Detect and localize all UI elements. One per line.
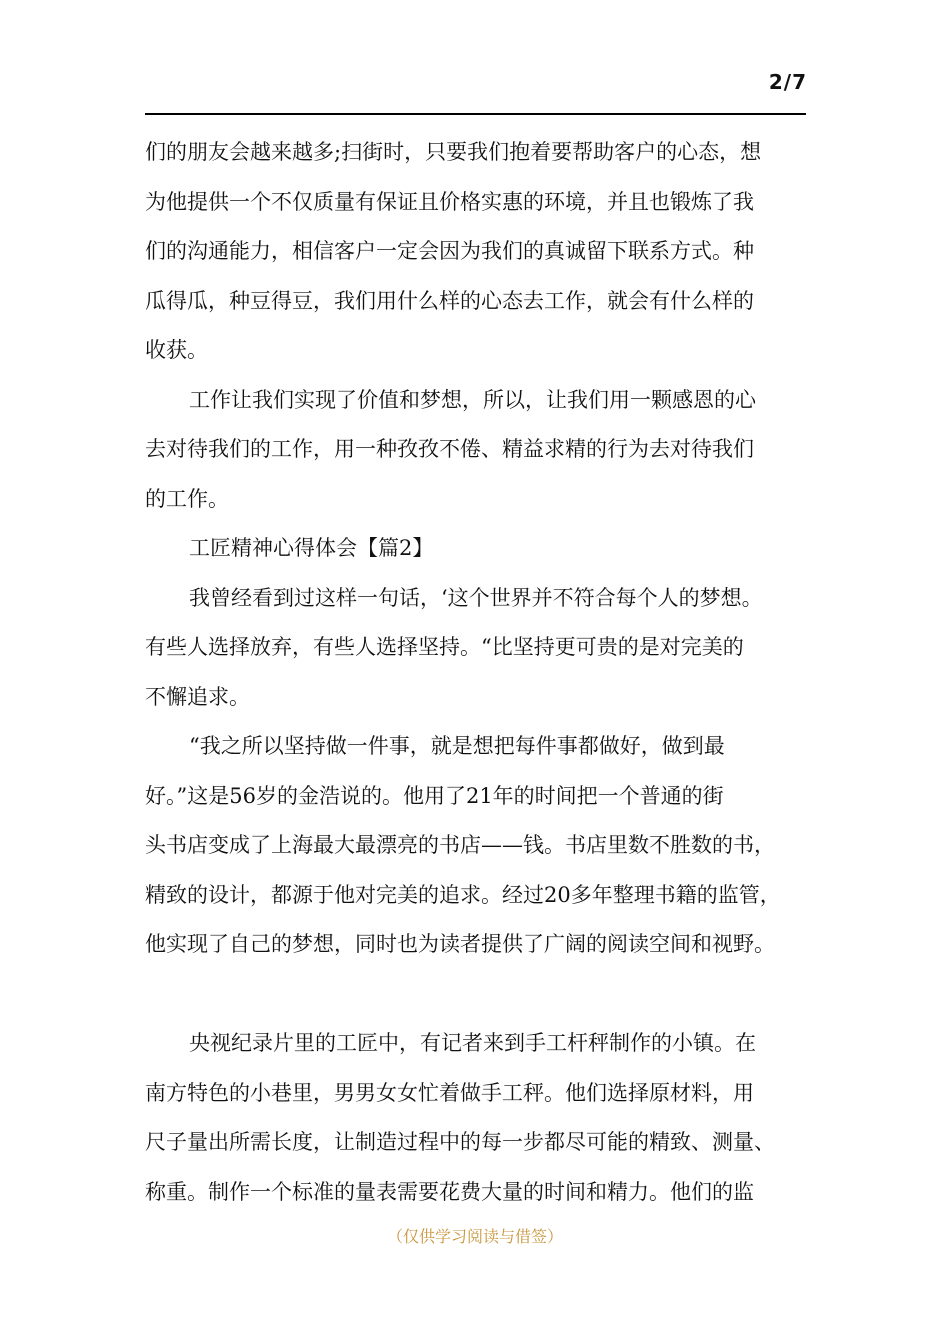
text-line: 收获。 <box>145 338 208 362</box>
text-line: 我曾经看到过这样一句话，‘这个世界并不符合每个人的梦想。 <box>189 585 763 610</box>
text-line: 好。”这是56岁的金浩说的。他用了21年的时间把一个普通的街 <box>145 783 724 808</box>
text-line: 工作让我们实现了价值和梦想，所以，让我们用一颗感恩的心 <box>189 387 756 412</box>
text-line: 不懈追求。 <box>145 684 250 709</box>
paragraph-1 <box>145 128 806 376</box>
section-heading <box>145 524 806 574</box>
text-line: 瓜得瓜，种豆得豆，我们用什么样的心态去工作，就会有什么样的 <box>145 288 754 313</box>
text-line: 他实现了自己的梦想，同时也为读者提供了广阔的阅读空间和视野。 <box>145 932 775 956</box>
paragraph-4 <box>145 722 806 970</box>
text-line: 精致的设计，都源于他对完美的追求。经过20多年整理书籍的监管， <box>145 882 781 907</box>
text-line: 有些人选择放弃，有些人选择坚持。“比坚持更可贵的是对完美的 <box>145 635 744 659</box>
paragraph-2 <box>145 376 806 525</box>
document-body <box>145 128 806 1217</box>
footer-note: （仅供学习阅读与借签） <box>386 1227 563 1246</box>
text-line: 去对待我们的工作，用一种孜孜不倦、精益求精的行为去对待我们 <box>145 437 754 461</box>
text-line: 的工作。 <box>145 486 229 511</box>
paragraph-5 <box>145 1019 806 1217</box>
text-line: 们的朋友会越来越多;扫街时，只要我们抱着要帮助客户的心态，想 <box>145 140 762 164</box>
paragraph-3 <box>145 574 806 723</box>
text-line: 央视纪录片里的工匠中，有记者来到手工杆秤制作的小镇。在 <box>189 1031 756 1055</box>
page-number: 2/7 <box>768 70 807 94</box>
text-line: 们的沟通能力，相信客户一定会因为我们的真诚留下联系方式。种 <box>145 239 754 263</box>
text-line: 南方特色的小巷里，男男女女忙着做手工秤。他们选择原材料，用 <box>145 1080 754 1105</box>
header-divider <box>145 113 806 115</box>
text-line: 尺子量出所需长度，让制造过程中的每一步都尽可能的精致、测量、 <box>145 1130 775 1154</box>
text-line: “我之所以坚持做一件事，就是想把每件事都做好，做到最 <box>189 734 725 758</box>
blank-line <box>145 970 806 1020</box>
text-line: 为他提供一个不仅质量有保证且价格实惠的环境，并且也锻炼了我 <box>145 189 754 214</box>
text-line: 称重。制作一个标准的量表需要花费大量的时间和精力。他们的监 <box>145 1179 754 1204</box>
heading-text: 工匠精神心得体会【篇2】 <box>189 536 434 560</box>
text-line: 头书店变成了上海最大最漂亮的书店——钱。书店里数不胜数的书， <box>145 833 775 857</box>
